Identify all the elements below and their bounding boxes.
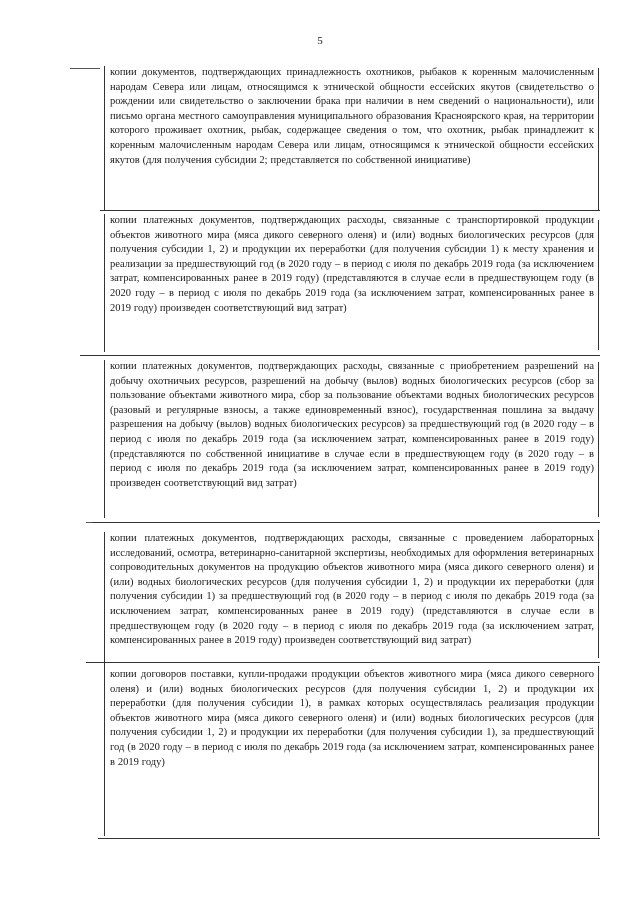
document-item-paragraph: копии документов, подтверждающих принадлежность охотников, рыбаков к коренным малочисленным народам Севера или лицам, относящимся к этнической общности ессейских якутов (свидетельство о рождении или свидетельство о заключении брака при наличии в нем сведений о национальности), или письмо органа местного самоуправления муниципального образования Красноярского края, на территории которого проживает охотник, рыбак, содержащее сведения о том, что охотник, рыбак принадлежит к коренным малочисленным народам Севера или лицам, относящимся к этнической общности ессейских якутов (для получения субсидии 2; представляется по собственной инициативе) — [104, 66, 598, 210]
document-item-paragraph: копии договоров поставки, купли-продажи продукции объектов животного мира (мяса дикого северного оленя) и (или) водных биологических ресурсов (для получения субсидии 1, 2) и продукции их переработки (для получения субсидии 1), в рамках которых осуществлялась реализация продукции объектов животного мира (мяса дикого северного оленя) и (или) водных биологических ресурсов (для получения субсидии 1, 2) и продукции их переработки (для получения субсидии 1), за предшествующий год (в 2020 году – в период с июля по декабрь 2019 года (за исключением затрат, компенсированных ранее в 2019 году) — [104, 668, 598, 836]
table-row-divider — [98, 838, 600, 839]
table-border — [598, 666, 599, 836]
table-border — [598, 68, 599, 210]
table-border — [598, 362, 599, 517]
document-item-paragraph: копии платежных документов, подтверждающих расходы, связанные с проведением лабораторных исследований, осмотра, ветеринарно-санитарной экспертизы, необходимых для оформления ветеринарных сопроводительных документов на продукцию объектов животного мира (мяса дикого северного оленя) и (или) водных биологических ресурсов (для получения субсидии 1, 2) и продукции их переработки (для получения субсидии 1) за предшествующий год (в 2020 году – в период с июля по декабрь 2019 года (за исключением затрат, компенсированных ранее в 2019 году) (представляются в случае если в предшествующем году (в 2020 году – в период с июля по декабрь 2019 года (за исключением затрат, компенсированных ранее в 2019 году) произведен соответствующий вид затрат) — [104, 532, 598, 680]
table-row-divider — [86, 662, 600, 663]
table-row-divider — [92, 522, 600, 523]
margin-mark — [70, 68, 100, 69]
document-item-paragraph: копии платежных документов, подтверждающих расходы, связанные с приобретением разрешений на добычу охотничьих ресурсов, разрешений на добычу (вылов) водных биологических ресурсов (сбор за пользование объектами животного мира, сбор за пользование объектами водных биологических ресурсов (разовый и регулярные взносы, а также единовременный взнос), государственная пошлина за выдачу разрешения на добычу (вылов) водных биологических ресурсов) за предшествующий год (в 2020 году – в период с июля по декабрь 2019 года (за исключением затрат, компенсированных ранее в 2019 году) (представляются по собственной инициативе в случае если в предшествующем году (в 2020 году – в период с июля по декабрь 2019 года (за исключением затрат, компенсированных ранее в 2019 году) произведен соответствующий вид затрат) — [104, 360, 598, 518]
table-border — [598, 530, 599, 658]
table-border — [598, 220, 599, 350]
table-row-divider — [80, 355, 600, 356]
document-item-paragraph: копии платежных документов, подтверждающих расходы, связанные с транспортировкой продукции объектов животного мира (мяса дикого северного оленя) и (или) водных биологических ресурсов (для получения субсидии 1, 2) и продукции их переработки (для получения субсидии 1) к месту хранения и реализации за предшествующий год (в 2020 году – в период с июля по декабрь 2019 года (за исключением затрат, компенсированных ранее в 2019 году) (представляются в случае если в предшествующем году (в 2020 году – в период с июля по декабрь 2019 года (за исключением затрат, компенсированных ранее в 2019 году) произведен соответствующий вид затрат) — [104, 214, 598, 352]
page-number: 5 — [317, 35, 323, 47]
table-row-divider — [100, 210, 600, 211]
